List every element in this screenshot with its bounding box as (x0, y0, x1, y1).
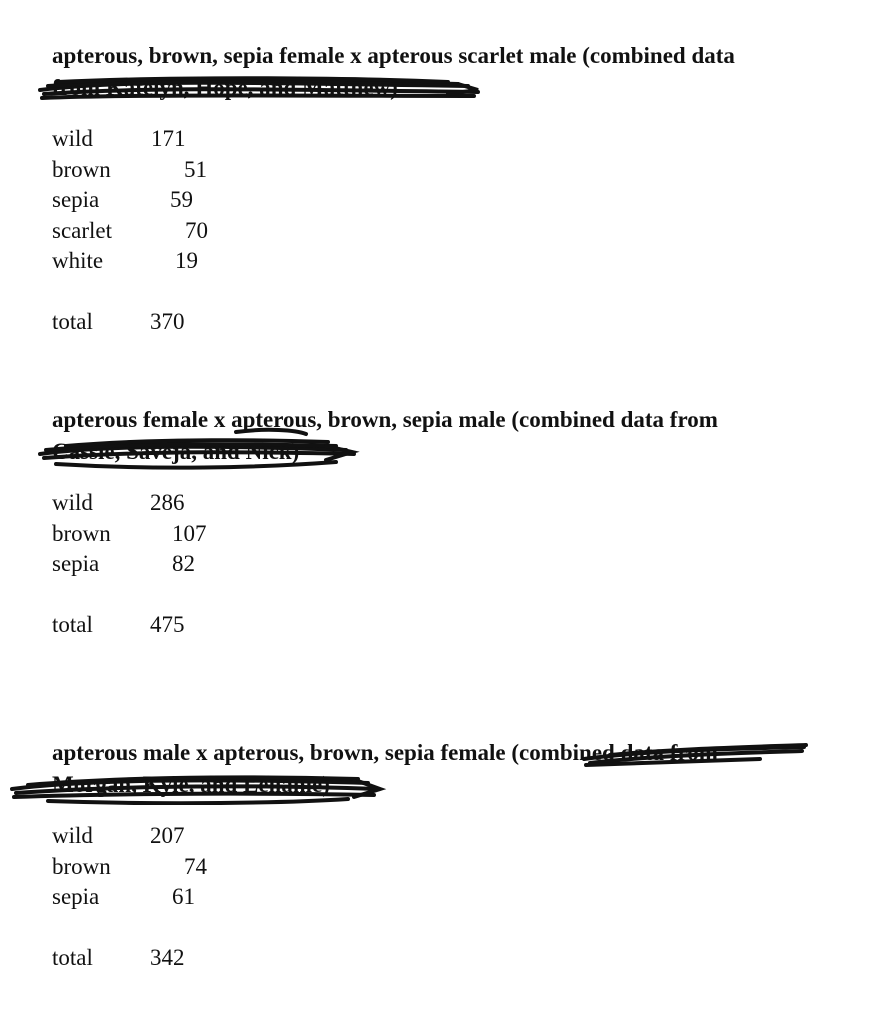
row-label: brown (52, 156, 111, 182)
row-value: 59 (170, 187, 193, 212)
cross-section-1 (52, 40, 852, 337)
heading-line-2-redacted: Morgan, Kyle, and Leilanie) (52, 772, 330, 797)
row-value: 51 (184, 156, 207, 182)
row-value: 74 (184, 853, 207, 879)
row-value: 82 (172, 551, 195, 576)
row-value: 70 (185, 217, 208, 243)
heading-line-1: apterous male x apterous, brown, sepia female (combined data from (52, 740, 718, 765)
data-row (52, 549, 852, 580)
total-value: 342 (150, 944, 185, 970)
total-value: 370 (150, 308, 185, 334)
row-label: wild (52, 823, 93, 848)
row-value: 19 (175, 248, 198, 273)
total-row (52, 307, 852, 338)
row-value: 171 (151, 126, 186, 151)
row-label: brown (52, 853, 111, 879)
row-value: 286 (150, 490, 185, 515)
row-label: brown (52, 520, 111, 546)
total-label: total (52, 944, 93, 970)
cross-section-3 (52, 737, 852, 973)
row-label: scarlet (52, 217, 113, 243)
data-row (52, 519, 852, 550)
row-label: sepia (52, 187, 100, 212)
row-label: sepia (52, 884, 100, 909)
cross-heading-3 (52, 737, 852, 801)
cross-heading-1 (52, 40, 852, 104)
data-row (52, 185, 852, 216)
row-label: wild (52, 126, 93, 151)
total-label: total (52, 308, 93, 334)
total-row (52, 943, 852, 974)
heading-line-1: apterous female x apterous, brown, sepia male (combined data from (52, 407, 718, 432)
data-row (52, 216, 852, 247)
data-row (52, 155, 852, 186)
data-row (52, 124, 852, 155)
data-row (52, 882, 852, 913)
row-label: sepia (52, 551, 100, 576)
row-value: 207 (150, 823, 185, 848)
heading-line-1: apterous, brown, sepia female x apterous scarlet male (combined data (52, 43, 735, 68)
total-row (52, 610, 852, 641)
cross-section-2 (52, 404, 852, 640)
row-label: white (52, 248, 104, 273)
row-value: 61 (172, 884, 195, 909)
heading-line-2-redacted: from Katelyn, Hope, and Matthew) (52, 75, 398, 100)
total-label: total (52, 611, 93, 637)
total-value: 475 (150, 611, 185, 637)
cross-heading-2 (52, 404, 852, 468)
heading-line-2-redacted: Cassie, Saveja, and Nick) (52, 439, 300, 464)
data-row (52, 821, 852, 852)
data-row (52, 852, 852, 883)
row-label: wild (52, 490, 93, 515)
data-row (52, 488, 852, 519)
data-row (52, 246, 852, 277)
row-value: 107 (172, 520, 207, 546)
